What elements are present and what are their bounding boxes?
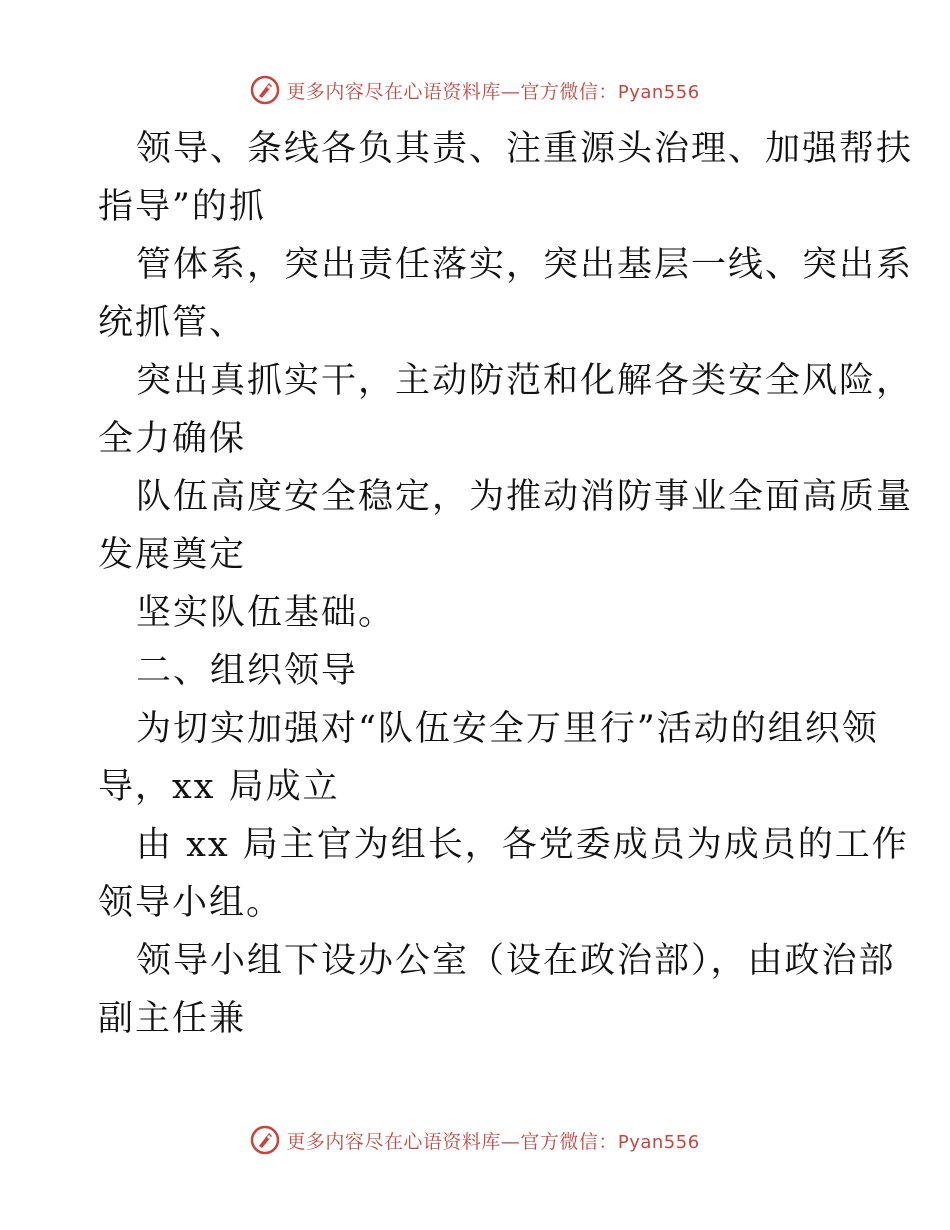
footer-watermark — [0, 1123, 950, 1157]
document-body — [98, 120, 914, 1048]
paragraph-line: 导，xx 局成立 — [98, 767, 340, 807]
paragraph-line: 全力确保 — [98, 419, 247, 459]
paragraph-line: 指导”的抓 — [98, 187, 266, 227]
paragraph-line: 坚实队伍基础。 — [136, 593, 396, 633]
watermark-text: 更多内容尽在心语资料库—官方微信：Pyan556 — [286, 1130, 700, 1153]
section-heading: 二、组织领导 — [136, 651, 359, 691]
paragraph-line: 队伍高度安全稳定，为推动消防事业全面高质量 — [136, 477, 914, 517]
paragraph-line: 为切实加强对“队伍安全万里行”活动的组织领 — [136, 709, 879, 749]
paragraph-line: 由 xx 局主官为组长，各党委成员为成员的工作 — [136, 825, 909, 865]
pen-nib-icon — [250, 75, 280, 105]
paragraph-line: 领导小组下设办公室（设在政治部），由政治部 — [136, 941, 896, 981]
paragraph-line: 领导小组。 — [98, 883, 284, 923]
paragraph-line: 副主任兼 — [98, 999, 247, 1039]
paragraph-line: 领导、条线各负其责、注重源头治理、加强帮扶 — [136, 129, 914, 169]
paragraph-line: 突出真抓实干，主动防范和化解各类安全风险， — [136, 361, 914, 401]
paragraph-line: 统抓管、 — [98, 303, 247, 343]
watermark-text: 更多内容尽在心语资料库—官方微信：Pyan556 — [286, 80, 700, 103]
paragraph-line: 管体系，突出责任落实，突出基层一线、突出系 — [136, 245, 914, 285]
paragraph-line: 发展奠定 — [98, 535, 247, 575]
pen-nib-icon — [250, 1125, 280, 1155]
header-watermark — [0, 73, 950, 107]
